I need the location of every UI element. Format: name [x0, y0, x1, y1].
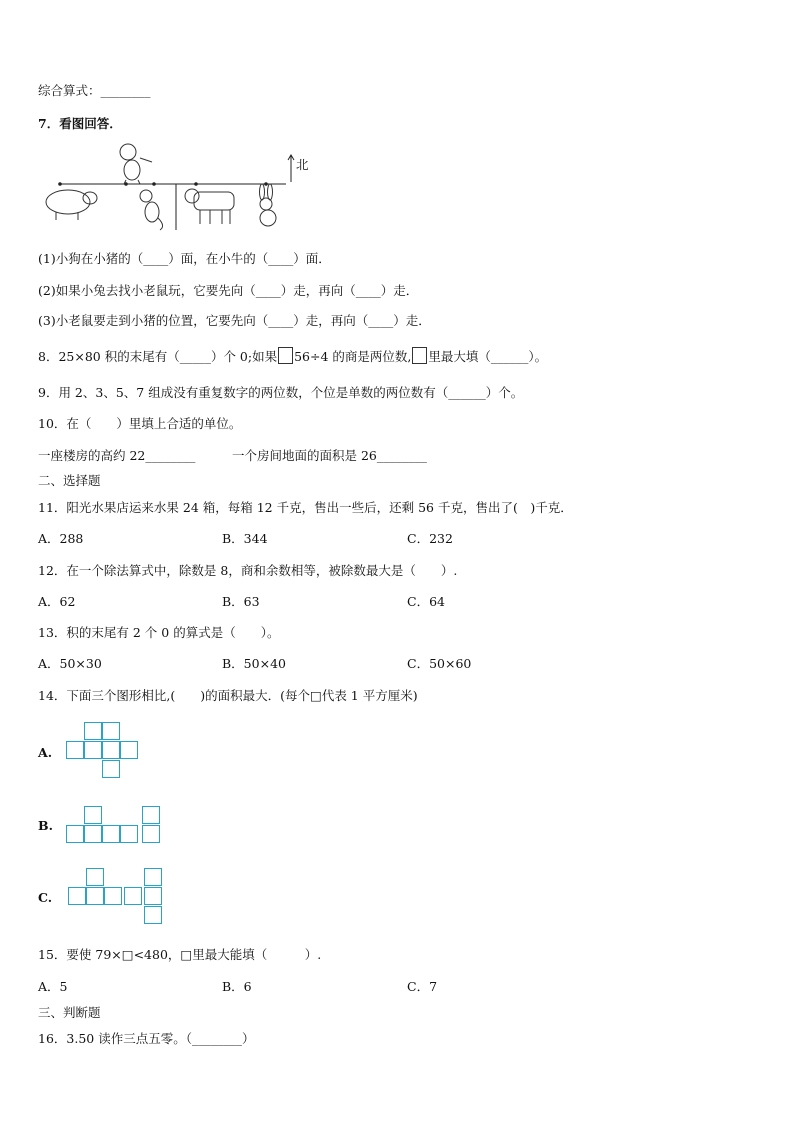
q7-sub2: (2)如果小兔去找小老鼠玩，它要先向（____）走，再向（____）走．	[38, 283, 419, 298]
grid-cell	[142, 825, 160, 843]
grid-cell	[102, 741, 120, 759]
q12-stem: 12．在一个除法算式中，除数是 8，商和余数相等，被除数最大是（ ）.	[38, 563, 458, 578]
q7-figure	[36, 140, 326, 232]
q14-label-c: C.	[38, 890, 53, 905]
q12-option-c: C．64	[407, 594, 445, 609]
q8-part3: 里最大填（______）。	[428, 349, 548, 364]
q11-stem: 11．阳光水果店运来水果 24 箱，每箱 12 千克，售出一些后，还剩 56 千克，售出了( )千克．	[38, 500, 573, 515]
grid-cell	[144, 887, 162, 905]
grid-cell	[120, 741, 138, 759]
grid-cell	[102, 760, 120, 778]
q11-option-a: A．288	[38, 531, 84, 546]
mouse-icon	[140, 190, 163, 230]
q8-line	[38, 347, 547, 366]
north-arrow-icon	[288, 155, 294, 182]
grid-cell	[86, 868, 104, 886]
q13-option-b: B．50×40	[222, 656, 286, 671]
section-3-heading: 三、判断题	[38, 1005, 101, 1020]
grid-cell	[120, 825, 138, 843]
q7-sub3: (3)小老鼠要走到小猪的位置，它要先向（____）走，再向（____）走．	[38, 313, 431, 328]
dog-icon	[120, 144, 152, 184]
grid-cell	[102, 825, 120, 843]
q12-option-b: B．63	[222, 594, 260, 609]
grid-cell	[102, 722, 120, 740]
q8-part1: 8．25×80 积的末尾有（_____）个 0;如果	[38, 349, 278, 364]
ox-icon	[185, 189, 234, 224]
q11-option-b: B．344	[222, 531, 268, 546]
q14-label-b: B.	[38, 818, 53, 833]
q7-title: 7．看图回答．	[38, 116, 122, 131]
blank-box-icon	[278, 347, 293, 364]
grid-cell	[144, 906, 162, 924]
composite-formula-line: 综合算式：________	[38, 83, 151, 98]
grid-cell	[124, 887, 142, 905]
q15-option-a: A．5	[38, 979, 68, 994]
q13-option-a: A．50×30	[38, 656, 102, 671]
q9-line: 9．用 2、3、5、7 组成没有重复数字的两位数，个位是单数的两位数有（______）个。	[38, 385, 524, 400]
q14-stem: 14．下面三个图形相比,( )的面积最大．(每个□代表 1 平方厘米)	[38, 688, 418, 703]
section-2-heading: 二、选择题	[38, 473, 101, 488]
q10-b: 一个房间地面的面积是 26________	[232, 448, 427, 463]
grid-cell	[84, 825, 102, 843]
q15-option-b: B．6	[222, 979, 252, 994]
grid-cell	[66, 825, 84, 843]
q10-a: 一座楼房的高约 22________	[38, 448, 196, 463]
rabbit-icon	[260, 184, 277, 226]
q12-option-a: A．62	[38, 594, 76, 609]
q15-option-c: C．7	[407, 979, 438, 994]
grid-cell	[84, 741, 102, 759]
q16-line: 16．3.50 读作三点五零。（________）	[38, 1031, 255, 1046]
grid-cell	[142, 806, 160, 824]
grid-cell	[68, 887, 86, 905]
q10-title: 10．在（ ）里填上合适的单位。	[38, 416, 242, 431]
q13-option-c: C．50×60	[407, 656, 472, 671]
q7-sub1: (1)小狗在小猪的（____）面，在小牛的（____）面．	[38, 251, 331, 266]
pig-icon	[46, 190, 97, 220]
grid-cell	[86, 887, 104, 905]
grid-cell	[84, 722, 102, 740]
grid-cell	[84, 806, 102, 824]
q14-label-a: A.	[38, 745, 53, 760]
north-label: 北	[296, 157, 309, 172]
q8-part2: 56÷4 的商是两位数,	[294, 349, 412, 364]
blank-box-icon	[412, 347, 427, 364]
grid-cell	[66, 741, 84, 759]
q13-stem: 13．积的末尾有 2 个 0 的算式是（ ）。	[38, 625, 280, 640]
grid-cell	[104, 887, 122, 905]
q11-option-c: C．232	[407, 531, 453, 546]
q15-stem: 15．要使 79×□<480，□里最大能填（ ）.	[38, 947, 322, 962]
grid-cell	[144, 868, 162, 886]
